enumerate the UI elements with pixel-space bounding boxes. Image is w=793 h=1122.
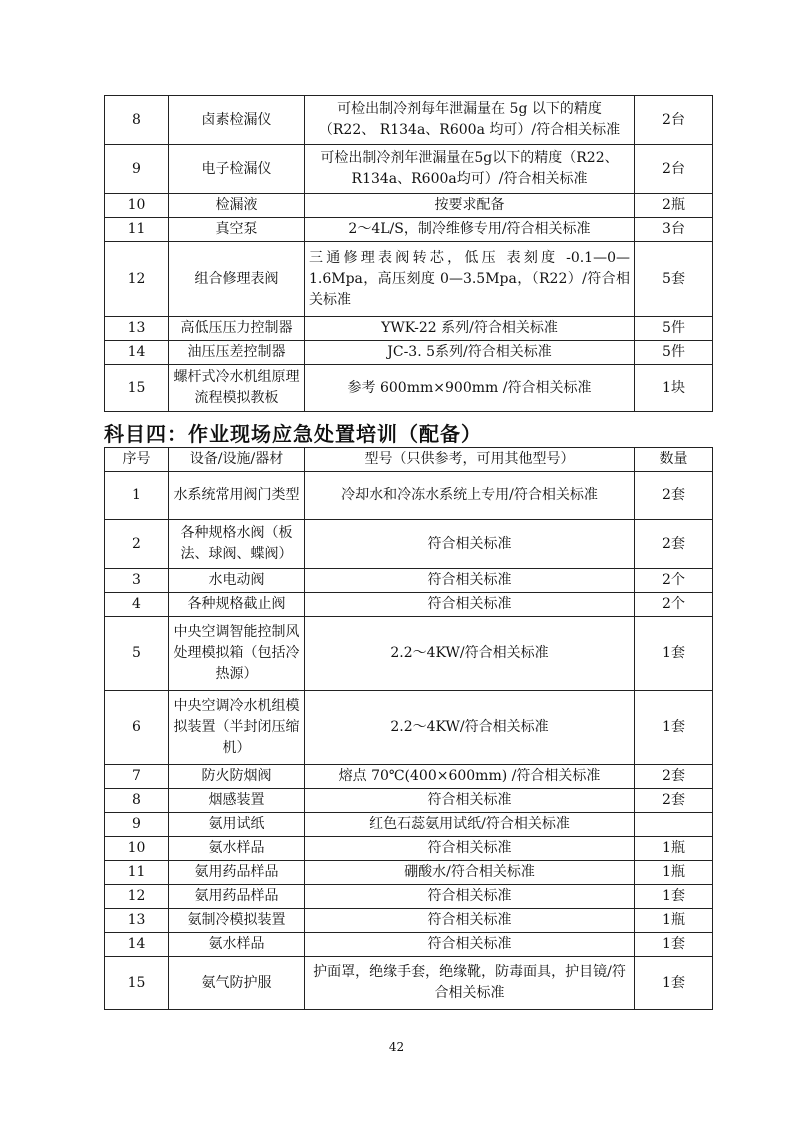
equipment-name: 氨用试纸 xyxy=(169,813,305,837)
table-row xyxy=(105,885,713,909)
row-number: 10 xyxy=(105,837,169,861)
row-number: 14 xyxy=(105,341,169,365)
table-body xyxy=(105,472,713,1010)
equipment-spec: 三通修理表阀转芯，低压 表刻度 -0.1—0—1.6Mpa，高压刻度 0—3.5Mpa，（R22）/符合相关标准 xyxy=(305,242,635,317)
row-number: 11 xyxy=(105,218,169,242)
equipment-quantity: 2个 xyxy=(635,593,713,617)
equipment-quantity: 5件 xyxy=(635,317,713,341)
equipment-name: 氨用药品样品 xyxy=(169,861,305,885)
row-number: 13 xyxy=(105,317,169,341)
row-number: 8 xyxy=(105,789,169,813)
table-row xyxy=(105,145,713,194)
table-row xyxy=(105,617,713,691)
column-header-equipment: 设备/设施/器材 xyxy=(169,448,305,472)
equipment-spec: 符合相关标准 xyxy=(305,520,635,569)
table-row xyxy=(105,691,713,765)
equipment-spec: YWK-22 系列/符合相关标准 xyxy=(305,317,635,341)
equipment-name: 氨水样品 xyxy=(169,837,305,861)
equipment-name: 水电动阀 xyxy=(169,569,305,593)
row-number: 7 xyxy=(105,765,169,789)
row-number: 1 xyxy=(105,472,169,520)
table-body xyxy=(105,96,713,412)
equipment-quantity: 1块 xyxy=(635,365,713,412)
equipment-name: 氨气防护服 xyxy=(169,957,305,1010)
table-row xyxy=(105,472,713,520)
row-number: 3 xyxy=(105,569,169,593)
equipment-quantity: 2个 xyxy=(635,569,713,593)
equipment-quantity: 2套 xyxy=(635,765,713,789)
equipment-name: 水系统常用阀门类型 xyxy=(169,472,305,520)
row-number: 14 xyxy=(105,933,169,957)
table-row xyxy=(105,341,713,365)
equipment-name: 中央空调智能控制风处理模拟箱（包括冷热源） xyxy=(169,617,305,691)
equipment-spec: 冷却水和冷冻水系统上专用/符合相关标准 xyxy=(305,472,635,520)
equipment-spec: 符合相关标准 xyxy=(305,837,635,861)
row-number: 10 xyxy=(105,194,169,218)
equipment-quantity: 2瓶 xyxy=(635,194,713,218)
table-row xyxy=(105,569,713,593)
table-row xyxy=(105,933,713,957)
equipment-spec: 红色石蕊氨用试纸/符合相关标准 xyxy=(305,813,635,837)
equipment-name: 组合修理表阀 xyxy=(169,242,305,317)
equipment-spec: 硼酸水/符合相关标准 xyxy=(305,861,635,885)
section-title: 科目四：作业现场应急处置培训（配备） xyxy=(104,422,482,446)
table-row xyxy=(105,837,713,861)
row-number: 9 xyxy=(105,145,169,194)
equipment-spec: 参考 600mm×900mm /符合相关标准 xyxy=(305,365,635,412)
row-number: 9 xyxy=(105,813,169,837)
equipment-name: 烟感装置 xyxy=(169,789,305,813)
equipment-spec: JC-3. 5系列/符合相关标准 xyxy=(305,341,635,365)
equipment-spec: 2〜4L/S，制冷维修专用/符合相关标准 xyxy=(305,218,635,242)
table-row xyxy=(105,194,713,218)
table-row xyxy=(105,909,713,933)
equipment-spec: 符合相关标准 xyxy=(305,789,635,813)
header-row xyxy=(105,448,713,472)
equipment-spec: 符合相关标准 xyxy=(305,593,635,617)
row-number: 15 xyxy=(105,957,169,1010)
equipment-quantity: 1套 xyxy=(635,885,713,909)
row-number: 4 xyxy=(105,593,169,617)
row-number: 12 xyxy=(105,242,169,317)
equipment-table-continued xyxy=(104,95,713,412)
equipment-quantity xyxy=(635,813,713,837)
equipment-spec: 符合相关标准 xyxy=(305,885,635,909)
equipment-name: 检漏液 xyxy=(169,194,305,218)
equipment-spec: 符合相关标准 xyxy=(305,933,635,957)
equipment-quantity: 2套 xyxy=(635,789,713,813)
table-row xyxy=(105,813,713,837)
row-number: 5 xyxy=(105,617,169,691)
equipment-quantity: 1瓶 xyxy=(635,861,713,885)
equipment-name: 油压压差控制器 xyxy=(169,341,305,365)
equipment-quantity: 5套 xyxy=(635,242,713,317)
table-row xyxy=(105,96,713,145)
equipment-name: 卤素检漏仪 xyxy=(169,96,305,145)
equipment-quantity: 3台 xyxy=(635,218,713,242)
equipment-spec: 2.2〜4KW/符合相关标准 xyxy=(305,617,635,691)
equipment-spec: 符合相关标准 xyxy=(305,569,635,593)
column-header-quantity: 数量 xyxy=(635,448,713,472)
equipment-quantity: 2台 xyxy=(635,145,713,194)
table-row xyxy=(105,520,713,569)
equipment-name: 氨制冷模拟装置 xyxy=(169,909,305,933)
row-number: 15 xyxy=(105,365,169,412)
equipment-name: 高低压压力控制器 xyxy=(169,317,305,341)
table-row xyxy=(105,242,713,317)
row-number: 13 xyxy=(105,909,169,933)
equipment-spec: 可检出制冷剂年泄漏量在5g以下的精度（R22、R134a、R600a均可）/符合相关标准 xyxy=(305,145,635,194)
table-header xyxy=(105,448,713,472)
equipment-name: 各种规格水阀（板法、球阀、蝶阀） xyxy=(169,520,305,569)
equipment-spec: 2.2〜4KW/符合相关标准 xyxy=(305,691,635,765)
equipment-quantity: 1套 xyxy=(635,691,713,765)
emergency-equipment-table xyxy=(104,447,713,1010)
table-row xyxy=(105,218,713,242)
equipment-spec: 熔点 70℃(400×600mm) /符合相关标准 xyxy=(305,765,635,789)
row-number: 11 xyxy=(105,861,169,885)
column-header-model: 型号（只供参考，可用其他型号） xyxy=(305,448,635,472)
table-row xyxy=(105,365,713,412)
equipment-spec: 符合相关标准 xyxy=(305,909,635,933)
equipment-spec: 按要求配备 xyxy=(305,194,635,218)
equipment-name: 氨用药品样品 xyxy=(169,885,305,909)
equipment-quantity: 5件 xyxy=(635,341,713,365)
table-row xyxy=(105,765,713,789)
equipment-name: 螺杆式冷水机组原理流程模拟教板 xyxy=(169,365,305,412)
equipment-spec: 护面罩，绝缘手套，绝缘靴，防毒面具，护目镜/符合相关标准 xyxy=(305,957,635,1010)
equipment-name: 防火防烟阀 xyxy=(169,765,305,789)
equipment-quantity: 1套 xyxy=(635,617,713,691)
row-number: 2 xyxy=(105,520,169,569)
table-row xyxy=(105,861,713,885)
equipment-name: 各种规格截止阀 xyxy=(169,593,305,617)
equipment-quantity: 1套 xyxy=(635,933,713,957)
equipment-name: 中央空调冷水机组模拟装置（半封闭压缩机） xyxy=(169,691,305,765)
table-row xyxy=(105,957,713,1010)
equipment-quantity: 2套 xyxy=(635,472,713,520)
row-number: 12 xyxy=(105,885,169,909)
column-header-number: 序号 xyxy=(105,448,169,472)
equipment-name: 真空泵 xyxy=(169,218,305,242)
table-row xyxy=(105,317,713,341)
equipment-quantity: 1瓶 xyxy=(635,909,713,933)
page-number: 42 xyxy=(388,1040,405,1054)
equipment-name: 氨水样品 xyxy=(169,933,305,957)
table-row xyxy=(105,593,713,617)
equipment-quantity: 1瓶 xyxy=(635,837,713,861)
equipment-name: 电子检漏仪 xyxy=(169,145,305,194)
equipment-spec: 可检出制冷剂每年泄漏量在 5g 以下的精度（R22、 R134a、R600a 均可）/符合相关标准 xyxy=(305,96,635,145)
table-row xyxy=(105,789,713,813)
equipment-quantity: 2套 xyxy=(635,520,713,569)
equipment-quantity: 2台 xyxy=(635,96,713,145)
row-number: 6 xyxy=(105,691,169,765)
row-number: 8 xyxy=(105,96,169,145)
equipment-quantity: 1套 xyxy=(635,957,713,1010)
